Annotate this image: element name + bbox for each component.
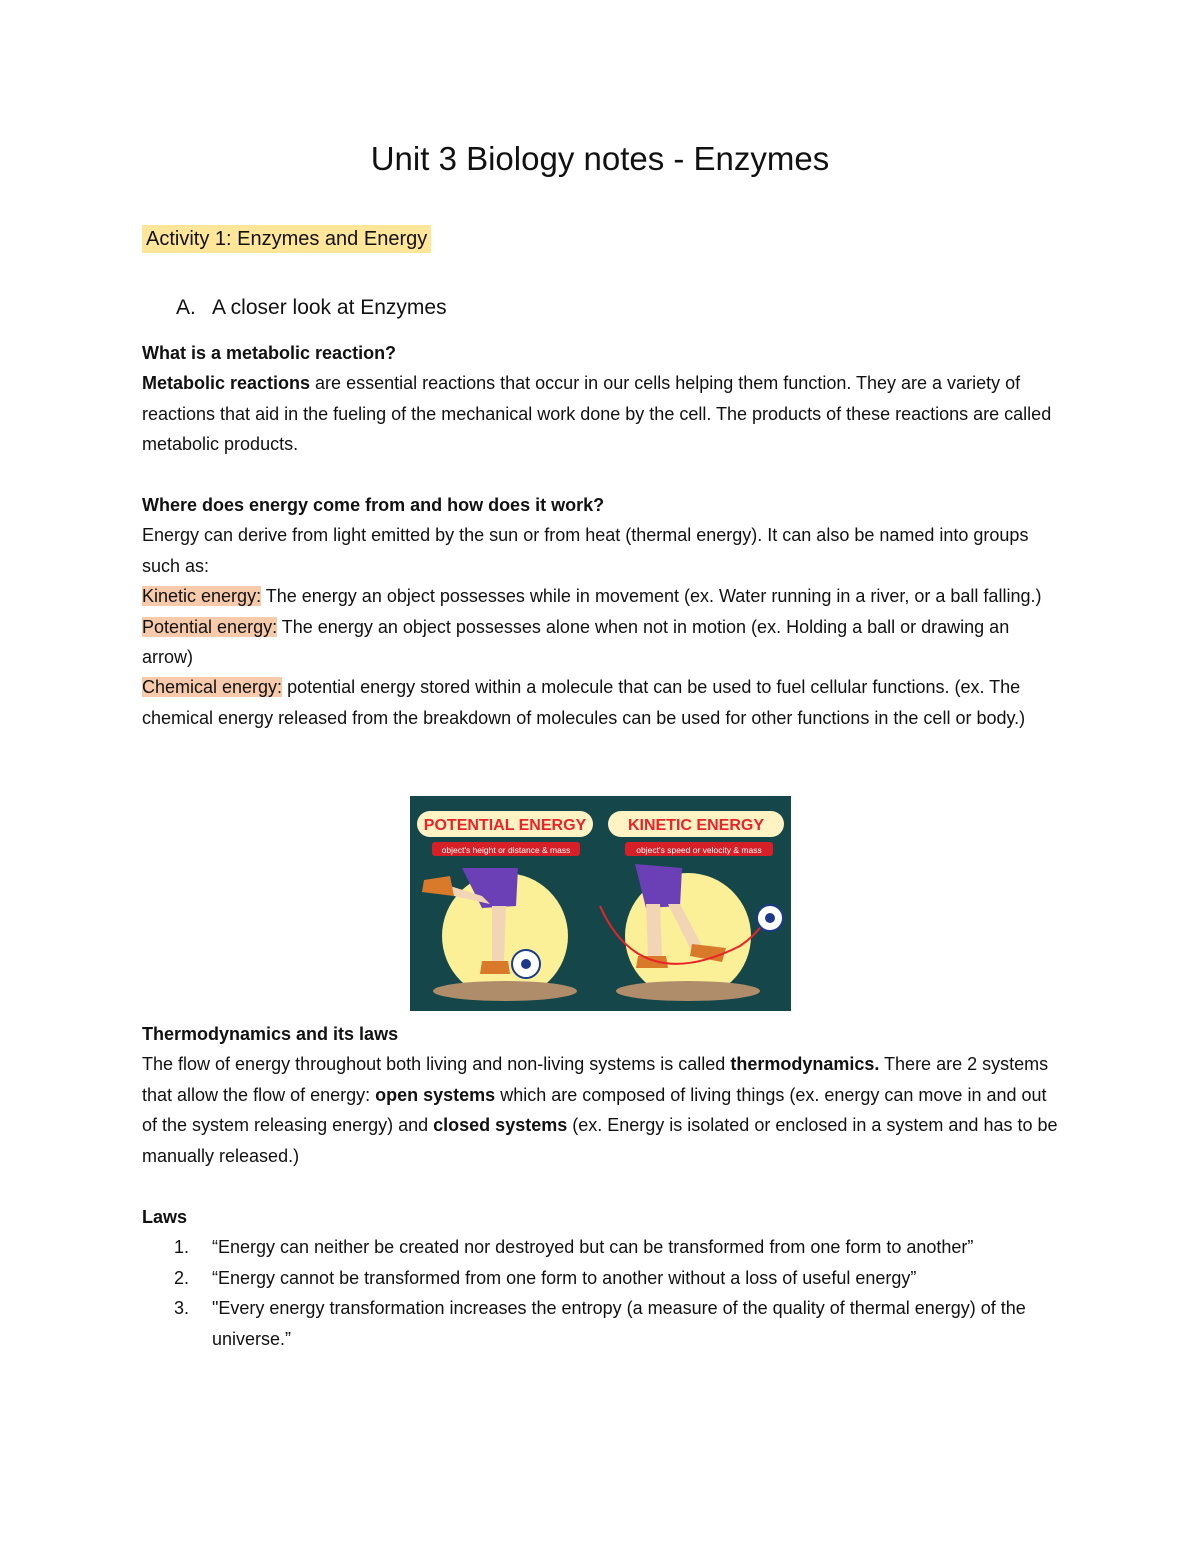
metabolic-text: are essential reactions that occur in our cells helping them function. They are a variety of reactions that aid in the fueling of the mechanical work done by the cell. The products of these reactions are called metabolic products. bbox=[142, 373, 1052, 455]
law-item bbox=[142, 1232, 1062, 1262]
potential-label: POTENTIAL ENERGY bbox=[423, 817, 587, 834]
thermo-section bbox=[142, 1019, 1062, 1171]
chemical-term: Chemical energy: bbox=[142, 677, 283, 698]
kinetic-ball-patch bbox=[765, 913, 775, 923]
metabolic-question: What is a metabolic reaction? bbox=[142, 343, 397, 363]
energy-section bbox=[142, 490, 1062, 733]
activity-heading bbox=[142, 228, 431, 251]
thermo-text-2: There are 2 systems that allow the flow of energy: bbox=[142, 1054, 1049, 1105]
energy-question: Where does energy come from and how does it work? bbox=[142, 495, 605, 515]
potential-term: Potential energy: bbox=[142, 616, 278, 637]
kinetic-label: KINETIC ENERGY bbox=[627, 817, 765, 834]
law-item bbox=[142, 1263, 1062, 1293]
kinetic-ground bbox=[616, 981, 760, 1001]
metabolic-term: Metabolic reactions bbox=[142, 373, 311, 394]
kinetic-standing-leg bbox=[646, 904, 662, 956]
page-title: Unit 3 Biology notes - Enzymes bbox=[370, 140, 830, 177]
energy-illustration bbox=[410, 796, 791, 1011]
potential-ball-patch bbox=[521, 959, 531, 969]
law-text: “Energy can neither be created nor destroyed but can be transformed from one form to another” bbox=[212, 1237, 974, 1258]
potential-standing-leg bbox=[492, 906, 506, 961]
laws-heading: Laws bbox=[142, 1207, 188, 1227]
section-heading bbox=[176, 296, 447, 320]
energy-intro: Energy can derive from light emitted by the sun or from heat (thermal energy). It can also be named into groups such as: bbox=[142, 525, 1029, 576]
kinetic-text: The energy an object possesses while in movement (ex. Water running in a river, or a ball falling.) bbox=[261, 586, 1042, 607]
thermo-text-1: The flow of energy throughout both living and non-living systems is called bbox=[142, 1054, 731, 1075]
kinetic-term: Kinetic energy: bbox=[142, 586, 262, 607]
potential-ground bbox=[433, 981, 577, 1001]
kinetic-sub: object's speed or velocity & mass bbox=[636, 845, 762, 855]
law-number: 1. bbox=[174, 1237, 190, 1258]
laws-section bbox=[142, 1202, 1062, 1354]
law-number: 2. bbox=[174, 1267, 190, 1288]
activity-heading-text: Activity 1: Enzymes and Energy bbox=[142, 225, 431, 253]
law-text: “Energy cannot be transformed from one form to another without a loss of useful energy” bbox=[212, 1267, 917, 1288]
section-letter: A. bbox=[176, 296, 196, 319]
law-item bbox=[142, 1293, 1062, 1354]
thermo-heading: Thermodynamics and its laws bbox=[142, 1024, 399, 1044]
thermo-text-4: (ex. Energy is isolated or enclosed in a system and has to be manually released.) bbox=[142, 1115, 1058, 1166]
potential-sub: object's height or distance & mass bbox=[441, 845, 571, 855]
metabolic-section bbox=[142, 338, 1062, 460]
thermo-bold-3: closed systems bbox=[433, 1115, 568, 1136]
potential-shoe-standing bbox=[480, 961, 510, 974]
section-heading-text: A closer look at Enzymes bbox=[212, 296, 447, 319]
potential-text: The energy an object possesses alone when not in motion (ex. Holding a ball or drawing an arrow) bbox=[142, 616, 1010, 668]
thermo-bold-2: open systems bbox=[375, 1084, 496, 1105]
law-text: "Every energy transformation increases the entropy (a measure of the quality of thermal energy) of the universe.” bbox=[212, 1298, 1026, 1349]
chemical-text: potential energy stored within a molecule that can be used to fuel cellular functions. (ex. The chemical energy released from the breakdown of molecules can be used for other functions in the cell or body.) bbox=[142, 677, 1026, 728]
law-number: 3. bbox=[174, 1298, 190, 1319]
thermo-bold-1: thermodynamics. bbox=[730, 1054, 880, 1075]
thermo-text-3: which are composed of living things (ex. energy can move in and out of the system releasing energy) and bbox=[142, 1084, 1047, 1136]
